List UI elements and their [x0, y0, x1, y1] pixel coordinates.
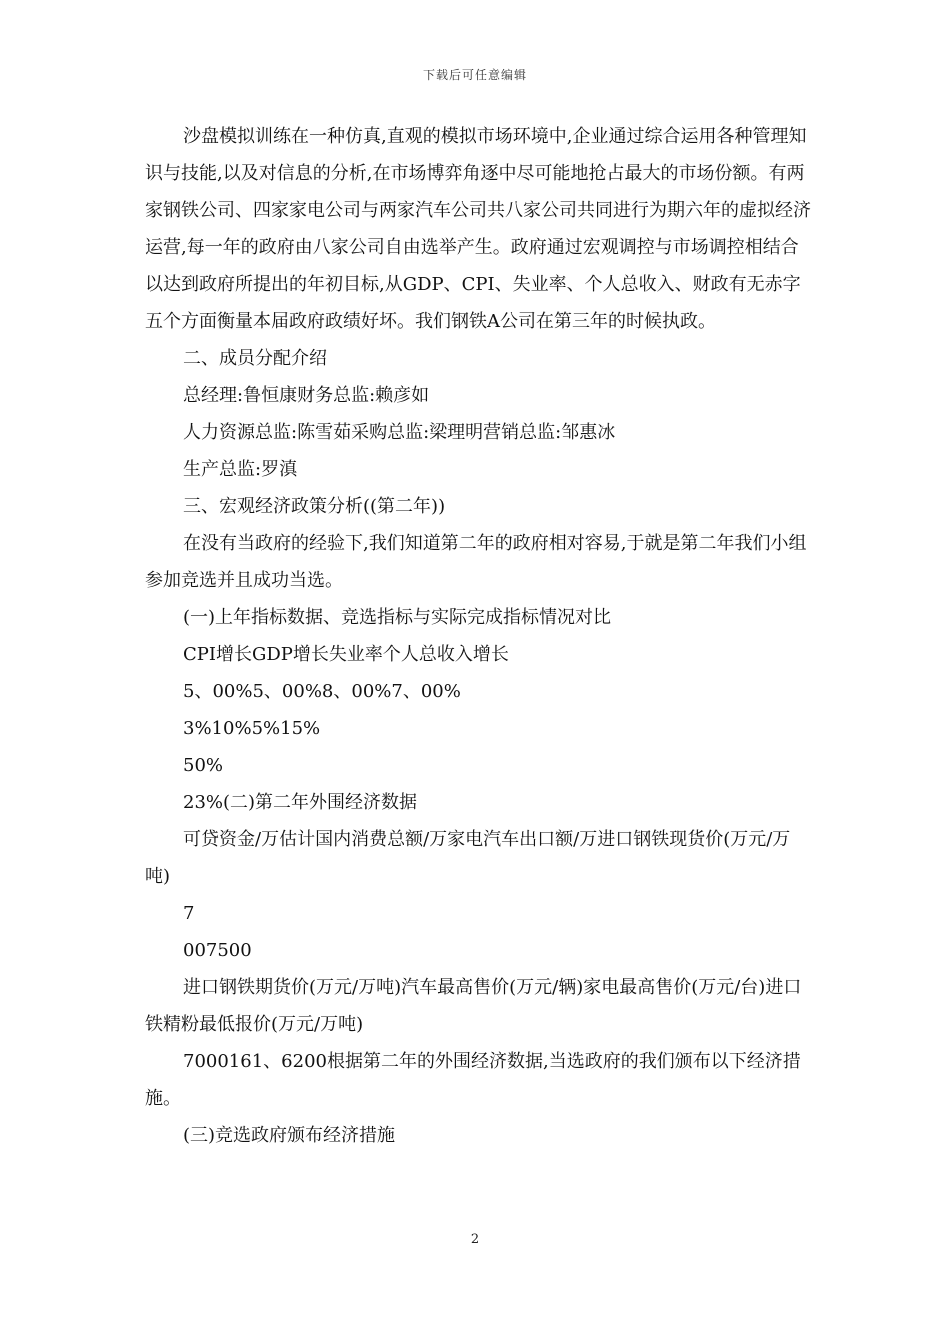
external-data-value-3: 7000161、6200根据第二年的外围经济数据,当选政府的我们颁布以下经济措施。: [145, 1051, 801, 1109]
indicator-headers: CPI增长GDP增长失业率个人总收入增长: [183, 644, 509, 665]
page-number: 2: [470, 1232, 480, 1247]
section-heading-policy: 三、宏观经济政策分析((第二年)): [183, 496, 446, 517]
paragraph-members-3: 生产总监:罗滇: [183, 459, 298, 480]
external-data-value-2: 007500: [183, 940, 252, 961]
paragraph-members-1: 总经理:鲁恒康财务总监:赖彦如: [183, 385, 430, 406]
external-data-headers-2: 进口钢铁期货价(万元/万吨)汽车最高售价(万元/辆)家电最高售价(万元/台)进口铁精粉最低报价(万元/万吨): [145, 977, 802, 1035]
external-data-value-1: 7: [183, 903, 195, 924]
subheading-measures: (三)竞选政府颁布经济措施: [183, 1125, 396, 1146]
indicator-row-1: 5、00%5、00%8、00%7、00%: [183, 681, 461, 702]
paragraph-intro: 沙盘模拟训练在一种仿真,直观的模拟市场环境中,企业通过综合运用各种管理知识与技能,以及对信息的分析,在市场博弈角逐中尽可能地抢占最大的市场份额。有两家钢铁公司、四家家电公司与两家汽车公司共八家公司共同进行为期六年的虚拟经济运营,每一年的政府由八家公司自由选举产生。政府通过宏观调控与市场调控相结合以达到政府所提出的年初目标,从GDP、CPI、失业率、个人总收入、财政有无赤字五个方面衡量本届政府政绩好坏。我们钢铁A公司在第三年的时候执政。: [145, 126, 811, 332]
indicator-row-2: 3%10%5%15%: [183, 718, 321, 739]
paragraph-election: 在没有当政府的经验下,我们知道第二年的政府相对容易,于就是第二年我们小组参加竞选并且成功当选。: [145, 533, 807, 591]
indicator-row-4: 23%(二)第二年外围经济数据: [183, 792, 418, 813]
document-body: [145, 118, 815, 1154]
external-data-headers-1: 可贷资金/万估计国内消费总额/万家电汽车出口额/万进口钢铁现货价(万元/万吨): [145, 829, 791, 887]
page-header: 下载后可任意编辑: [422, 68, 527, 82]
subheading-indicators: (一)上年指标数据、竞选指标与实际完成指标情况对比: [183, 607, 612, 628]
indicator-row-3: 50%: [183, 755, 224, 776]
section-heading-members: 二、成员分配介绍: [183, 348, 327, 369]
paragraph-members-2: 人力资源总监:陈雪茹采购总监:梁理明营销总监:邹惠冰: [183, 422, 616, 443]
